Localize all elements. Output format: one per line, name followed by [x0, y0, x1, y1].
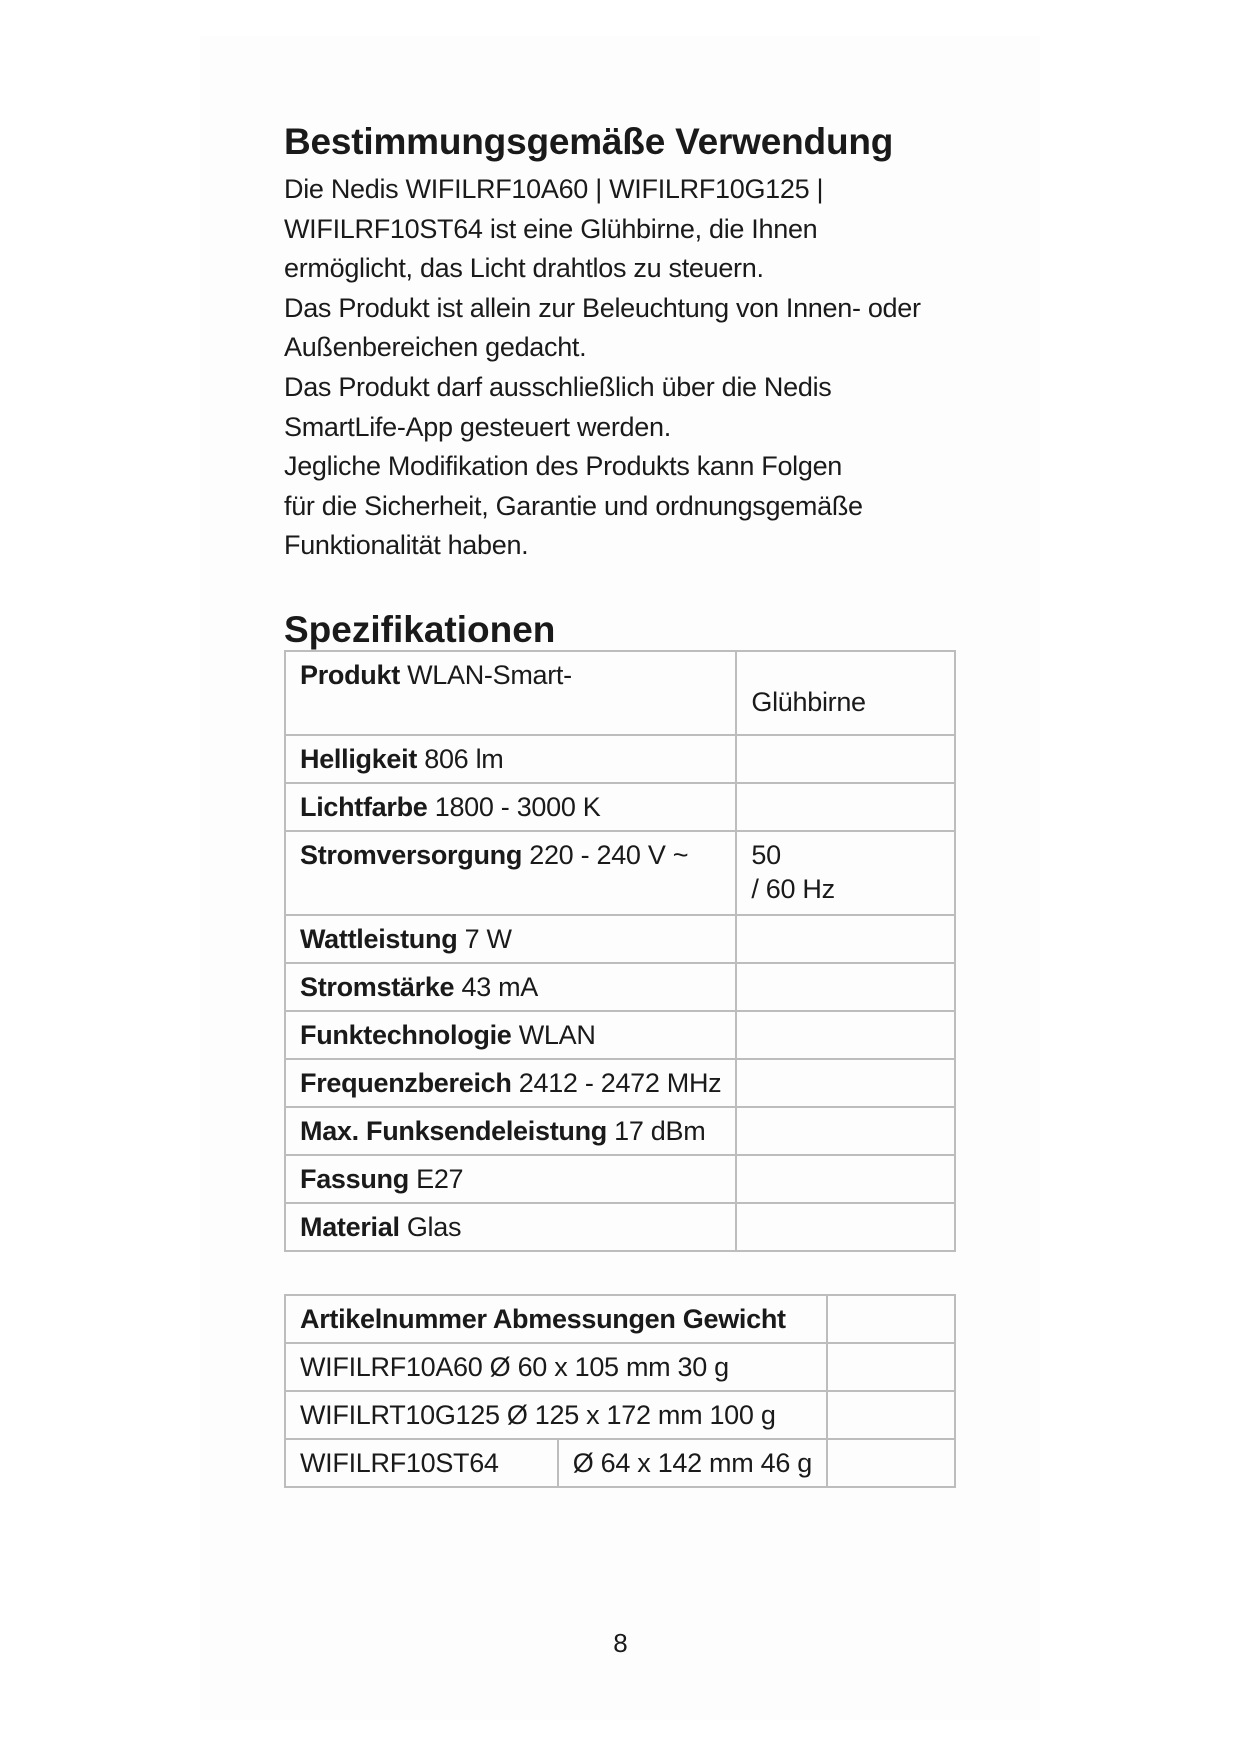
spec-label: Wattleistung	[300, 924, 458, 954]
spec-cell-label	[285, 1107, 736, 1155]
spec-value: E27	[416, 1164, 464, 1194]
article-cell: WIFILRF10ST64	[285, 1439, 558, 1487]
spec-cell-label	[285, 783, 736, 831]
spec-row-funktechnologie	[285, 1011, 955, 1059]
spec-label: Stromstärke	[300, 972, 455, 1002]
spec-cell-extra	[736, 735, 955, 783]
spec-row-wattleistung	[285, 915, 955, 963]
article-cell	[827, 1439, 955, 1487]
spec-cell-label	[285, 1011, 736, 1059]
spec-value-continued: 50	[751, 840, 781, 870]
spec-row-helligkeit	[285, 735, 955, 783]
usage-line: WIFILRF10ST64 ist eine Glühbirne, die Ihnen	[284, 213, 818, 244]
specs-heading: Spezifikationen	[284, 608, 556, 650]
spec-cell-label	[285, 651, 736, 735]
page-number: 8	[613, 1628, 628, 1658]
spec-cell-label	[285, 831, 736, 915]
spec-cell-extra	[736, 1059, 955, 1107]
usage-line: Das Produkt darf ausschließlich über die Nedis	[284, 371, 832, 402]
specifications-table	[284, 650, 956, 1252]
article-cell: WIFILRF10A60 Ø 60 x 105 mm 30 g	[285, 1343, 827, 1391]
spec-cell-extra	[736, 1011, 955, 1059]
spec-value-continued: / 60 Hz	[751, 874, 835, 904]
spec-label: Produkt	[300, 660, 400, 690]
usage-text	[284, 170, 1004, 566]
article-table	[284, 1294, 956, 1488]
spec-cell-extra	[736, 1203, 955, 1251]
spec-cell-extra	[736, 783, 955, 831]
spec-label: Material	[300, 1212, 400, 1242]
spec-cell-label	[285, 1155, 736, 1203]
spec-cell-extra	[736, 831, 955, 915]
usage-line: für die Sicherheit, Garantie und ordnungsgemäße	[284, 490, 863, 521]
usage-line: Die Nedis WIFILRF10A60 | WIFILRF10G125 |	[284, 174, 824, 204]
article-cell	[827, 1295, 955, 1343]
spec-label: Frequenzbereich	[300, 1068, 512, 1098]
spec-cell-label	[285, 735, 736, 783]
spec-value: WLAN-Smart-	[407, 660, 572, 690]
article-cell	[827, 1391, 955, 1439]
spec-label: Stromversorgung	[300, 840, 523, 870]
article-row	[285, 1391, 955, 1439]
spec-cell-label	[285, 963, 736, 1011]
spec-value: Glas	[406, 1212, 462, 1242]
spec-row-material	[285, 1203, 955, 1251]
spec-cell-extra	[736, 651, 955, 735]
spec-cell-label	[285, 1203, 736, 1251]
spec-value: 17 dBm	[614, 1116, 706, 1146]
article-header: Artikelnummer Abmessungen Gewicht	[285, 1295, 827, 1343]
spec-row-stromstaerke	[285, 963, 955, 1011]
spec-value: WLAN	[518, 1020, 596, 1050]
spec-row-stromversorgung	[285, 831, 955, 915]
spec-value: 7 W	[464, 924, 512, 954]
usage-line: Das Produkt ist allein zur Beleuchtung von Innen- oder	[284, 292, 921, 323]
article-cell: Ø 64 x 142 mm 46 g	[558, 1439, 827, 1487]
spec-cell-extra	[736, 1155, 955, 1203]
spec-cell-extra	[736, 915, 955, 963]
spec-label: Funktechnologie	[300, 1020, 512, 1050]
spec-value: 43 mA	[461, 972, 539, 1002]
spec-value: 1800 - 3000 K	[434, 792, 601, 822]
article-row	[285, 1343, 955, 1391]
spec-value: 2412 - 2472 MHz	[518, 1068, 722, 1098]
usage-line: SmartLife-App gesteuert werden.	[284, 411, 671, 442]
spec-label: Lichtfarbe	[300, 792, 428, 822]
article-header-row	[285, 1295, 955, 1343]
spec-label: Fassung	[300, 1164, 409, 1194]
usage-line: Jegliche Modifikation des Produkts kann Folgen	[284, 451, 843, 482]
spec-value: 220 - 240 V ~	[529, 840, 689, 870]
usage-line: ermöglicht, das Licht drahtlos zu steuern.	[284, 253, 764, 284]
spec-label: Helligkeit	[300, 744, 418, 774]
spec-value: 806 lm	[424, 744, 504, 774]
spec-cell-extra	[736, 963, 955, 1011]
spec-label: Max. Funksendeleistung	[300, 1116, 607, 1146]
spec-cell-extra	[736, 1107, 955, 1155]
spec-row-lichtfarbe	[285, 783, 955, 831]
article-cell	[827, 1343, 955, 1391]
article-cell: WIFILRT10G125 Ø 125 x 172 mm 100 g	[285, 1391, 827, 1439]
usage-line: Funktionalität haben.	[284, 530, 529, 561]
spec-cell-label	[285, 1059, 736, 1107]
spec-value-continued: Glühbirne	[751, 687, 866, 717]
spec-row-frequenzbereich	[285, 1059, 955, 1107]
spec-row-funksendeleistung	[285, 1107, 955, 1155]
spec-row-produkt	[285, 651, 955, 735]
usage-heading: Bestimmungsgemäße Verwendung	[284, 121, 894, 162]
article-row	[285, 1439, 955, 1487]
spec-cell-label	[285, 915, 736, 963]
document-body	[284, 118, 1004, 654]
spec-row-fassung	[285, 1155, 955, 1203]
usage-line: Außenbereichen gedacht.	[284, 332, 587, 363]
